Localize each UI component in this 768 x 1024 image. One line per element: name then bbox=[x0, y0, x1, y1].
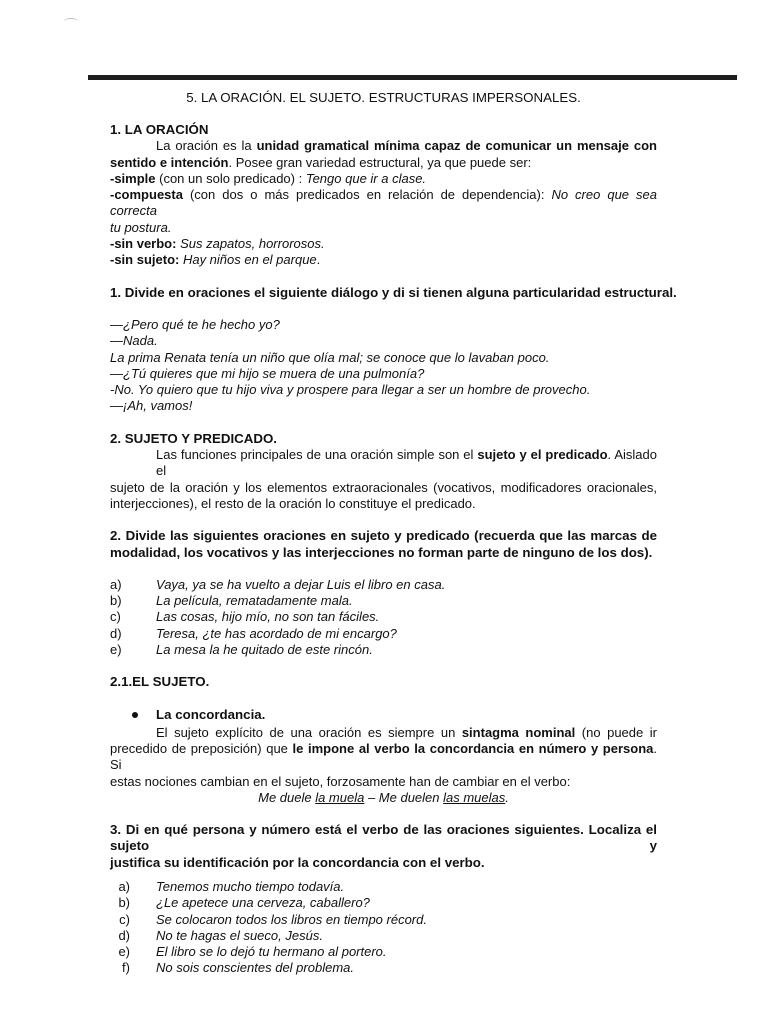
section-heading-oracion: 1. LA ORACIÓN bbox=[110, 122, 209, 137]
bullet-icon bbox=[132, 712, 138, 718]
list-item bbox=[110, 609, 657, 625]
bullet-item bbox=[110, 707, 657, 724]
list-text: La mesa la he quitado de este rincón. bbox=[156, 642, 373, 658]
example-sentence bbox=[110, 790, 657, 806]
text-span: (con dos o más predicados en relación de dependencia): bbox=[182, 187, 552, 203]
paragraph-line bbox=[110, 725, 657, 741]
example-text: Sus zapatos, horrorosos. bbox=[176, 236, 325, 252]
text-span: . bbox=[316, 252, 321, 268]
list-marker: e) bbox=[110, 642, 122, 658]
dialogue-line: —Nada. bbox=[110, 333, 158, 349]
list-item bbox=[110, 928, 657, 944]
list-text: Las cosas, hijo mío, no son tan fáciles. bbox=[156, 609, 380, 625]
list-marker: d) bbox=[118, 927, 130, 943]
bold-text: sujeto y el predicado bbox=[477, 447, 608, 463]
list-marker: a) bbox=[110, 576, 122, 592]
paragraph-line: estas nociones cambian en el sujeto, forzosamente han de cambiar en el verbo: bbox=[110, 773, 571, 789]
text-span: . bbox=[505, 789, 509, 805]
example-text: No creo que sea correcta bbox=[110, 187, 657, 219]
list-text: No sois conscientes del problema. bbox=[156, 960, 354, 976]
exercise-3-heading-cont: justifica su identificación por la concordancia con el verbo. bbox=[110, 854, 485, 870]
list-text: Tenemos mucho tiempo todavía. bbox=[156, 878, 345, 894]
text-span: . Si bbox=[110, 740, 658, 773]
list-marker: a) bbox=[118, 878, 130, 894]
paragraph-line bbox=[110, 138, 657, 154]
dialogue-line: —¡Ah, vamos! bbox=[110, 398, 193, 414]
text-span: (no puede ir bbox=[575, 724, 657, 740]
section-heading-el-sujeto: 2.1.EL SUJETO. bbox=[110, 674, 210, 690]
list-marker: b) bbox=[118, 895, 130, 911]
list-item bbox=[110, 626, 657, 642]
text-span: La oración es la bbox=[156, 138, 257, 154]
type-sin-verbo bbox=[110, 236, 657, 252]
exercise-2-heading: 2. Divide las siguientes oraciones en sujeto y predicado (recuerda que las marcas de bbox=[110, 528, 657, 544]
bullet-text: La concordancia. bbox=[156, 706, 266, 722]
exercise-1-heading: 1. Divide en oraciones el siguiente diálogo y di si tienen alguna particularidad estructural. bbox=[110, 284, 677, 300]
bold-text: -compuesta bbox=[110, 187, 183, 203]
type-sin-sujeto bbox=[110, 252, 657, 268]
header-rule-thin bbox=[104, 79, 236, 80]
list-text: No te hagas el sueco, Jesús. bbox=[156, 927, 323, 943]
type-simple bbox=[110, 171, 657, 187]
exercise-2-heading-cont: modalidad, los vocativos y las interjecciones no forman parte de ninguno de los dos). bbox=[110, 544, 653, 560]
list-marker: c) bbox=[110, 609, 121, 625]
text-span: Las funciones principales de una oración simple son el bbox=[156, 447, 478, 463]
text-span: . Aislado el bbox=[156, 447, 657, 479]
list-text: Teresa, ¿te has acordado de mi encargo? bbox=[156, 625, 397, 641]
text-span: (con un solo predicado) : bbox=[155, 170, 306, 186]
list-text: El libro se lo dejó tu hermano al portero. bbox=[156, 944, 387, 960]
list-text: ¿Le apetece una cerveza, caballero? bbox=[156, 895, 370, 911]
section-heading-sujeto-predicado: 2. SUJETO Y PREDICADO. bbox=[110, 430, 278, 446]
list-item bbox=[110, 912, 657, 928]
list-item bbox=[110, 879, 657, 895]
bold-text: le impone al verbo la concordancia en número y persona bbox=[292, 740, 654, 756]
example-text: Hay niños en el parque bbox=[179, 252, 317, 268]
corner-mark bbox=[64, 18, 78, 25]
dialogue-line: —¿Tú quieres que mi hijo se muera de una pulmonía? bbox=[110, 365, 425, 381]
underlined-text: las muelas bbox=[443, 789, 506, 805]
dialogue-line: —¿Pero qué te he hecho yo? bbox=[110, 316, 280, 332]
document-title: 5. LA ORACIÓN. EL SUJETO. ESTRUCTURAS IMPERSONALES. bbox=[186, 90, 581, 105]
paragraph-line bbox=[110, 741, 657, 774]
list-item bbox=[110, 593, 657, 609]
example-text: Tengo que ir a clase. bbox=[305, 170, 427, 186]
text-span: precedido de preposición) que bbox=[110, 740, 293, 756]
list-marker: c) bbox=[119, 911, 130, 927]
paragraph-line bbox=[110, 155, 657, 171]
list-text: Se colocaron todos los libros en tiempo récord. bbox=[156, 911, 427, 927]
type-compuesta-cont: tu postura. bbox=[110, 219, 172, 235]
list-marker: d) bbox=[110, 625, 122, 641]
bold-text: -sin verbo: bbox=[110, 236, 177, 252]
bold-text: sentido e intención bbox=[110, 154, 229, 170]
bold-text: -simple bbox=[110, 170, 156, 186]
text-span: Me duele bbox=[258, 789, 316, 805]
exercise-3-heading: 3. Di en qué persona y número está el verbo de las oraciones siguientes. Localiza el sujeto y bbox=[110, 822, 657, 854]
text-span: – Me duelen bbox=[364, 789, 444, 805]
document-page bbox=[110, 90, 677, 977]
paragraph-line bbox=[110, 447, 657, 480]
text-span: . Posee gran variedad estructural, ya que puede ser: bbox=[228, 154, 532, 170]
list-text: Vaya, ya se ha vuelto a dejar Luis el libro en casa. bbox=[156, 576, 446, 592]
list-marker: b) bbox=[110, 593, 122, 609]
list-marker: f) bbox=[122, 960, 130, 976]
text-span: El sujeto explícito de una oración es siempre un bbox=[156, 724, 462, 740]
list-item bbox=[110, 895, 657, 911]
list-marker: e) bbox=[118, 944, 130, 960]
paragraph-line: sujeto de la oración y los elementos extraoracionales (vocativos, modificadores oracionales, bbox=[110, 479, 657, 495]
type-compuesta bbox=[110, 187, 657, 220]
paragraph-line: interjecciones), el resto de la oración lo constituye el predicado. bbox=[110, 495, 476, 511]
dialogue-line: -No. Yo quiero que tu hijo viva y prospere para llegar a ser un hombre de provecho. bbox=[110, 382, 591, 398]
list-text: La película, rematadamente mala. bbox=[156, 593, 353, 609]
bold-text: -sin sujeto: bbox=[110, 252, 180, 268]
list-item bbox=[110, 577, 657, 593]
list-item bbox=[110, 944, 657, 960]
bold-text: sintagma nominal bbox=[461, 724, 576, 740]
bold-text: unidad gramatical mínima capaz de comunicar un mensaje con bbox=[256, 138, 657, 154]
list-item bbox=[110, 642, 657, 658]
underlined-text: la muela bbox=[315, 789, 365, 805]
list-item bbox=[110, 960, 657, 976]
dialogue-line: La prima Renata tenía un niño que olía mal; se conoce que lo lavaban poco. bbox=[110, 349, 550, 365]
